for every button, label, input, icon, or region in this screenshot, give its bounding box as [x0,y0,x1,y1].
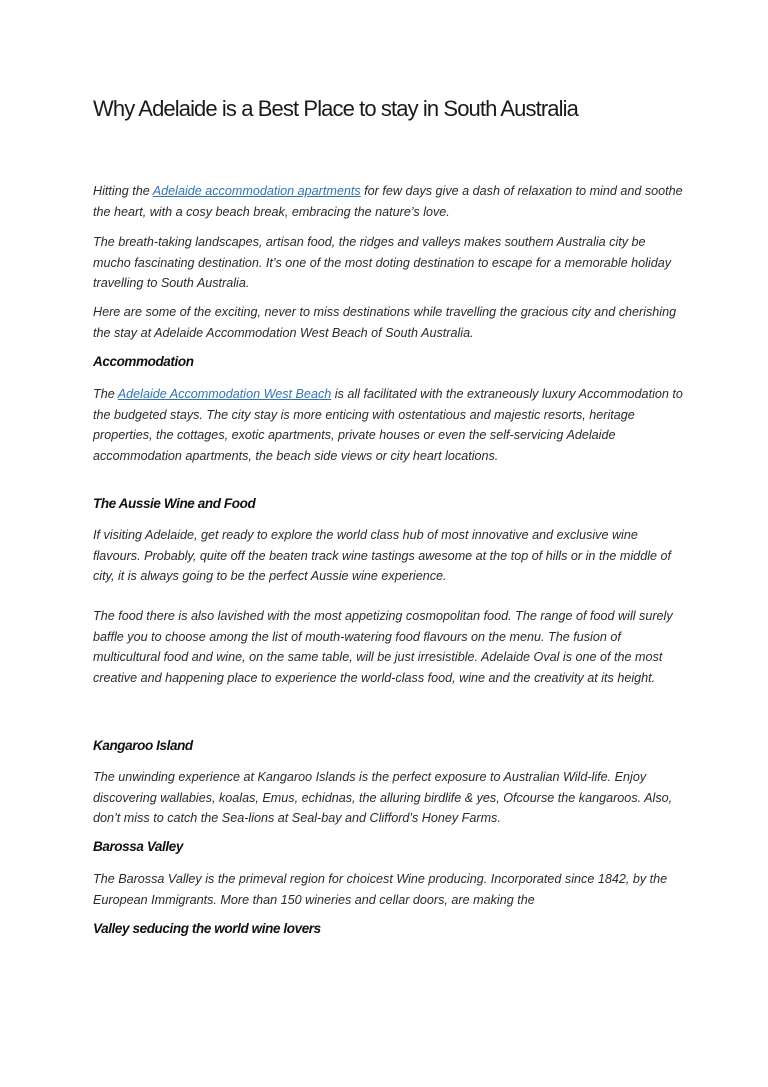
landscapes-paragraph: The breath-taking landscapes, artisan food, the ridges and valleys makes southern Australia city be mucho fascinating destination. It’s one of the most doting destination to escape for a memorable holiday travelling to South Australia. [93,235,672,290]
intro-text-end: for few days give a dash of relaxation to mind and soothe the heart, with a cosy beach break, embracing the nature’s love. [93,184,683,219]
barossa-valley-paragraph: The Barossa Valley is the primeval region for choicest Wine producing. Incorporated since 1842, by the European Immigrants. More than 150 wineries and cellar doors, are making the [93,872,668,907]
kangaroo-island-paragraph: The unwinding experience at Kangaroo Islands is the perfect exposure to Australian Wild-life. Enjoy discovering wallabies, koalas, Emus, echidnas, the alluring birdlife & yes, Ofcourse the kangaroos. Also, don’t miss to catch the Sea-lions at Seal-bay and Clifford’s Honey Farms. [93,770,673,825]
accommodation-paragraph [93,384,683,466]
destinations-paragraph: Here are some of the exciting, never to miss destinations while travelling the gracious city and cherishing the stay at Adelaide Accommodation West Beach of South Australia. [93,305,677,340]
accommodation-text-end: is all facilitated with the extraneously luxury Accommodation to the budgeted stays. The city stay is more enticing with ostentatious and majestic resorts, heritage properties, the cottages, exotic apartments, private houses or even the self-servicing Adelaide accommodation apartments, the beach side views or city heart locations. [93,387,683,463]
food-paragraph: The food there is also lavished with the most appetizing cosmopolitan food. The range of food will surely baffle you to choose among the list of mouth-watering food flavours on the menu. The fusion of multicultural food and wine, on the same table, will be just irresistible. Adelaide Oval is one of the most creative and happening place to experience the world-class food, wine and the creativity at its height. [93,609,673,685]
adelaide-accommodation-apartments-link[interactable]: Adelaide accommodation apartments [152,184,361,198]
wine-food-heading: The Aussie Wine and Food [93,496,256,511]
intro-text-start: Hitting the [93,184,153,198]
kangaroo-island-heading: Kangaroo Island [93,738,193,753]
wine-paragraph: If visiting Adelaide, get ready to explore the world class hub of most innovative and exclusive wine flavours. Probably, quite off the beaten track wine tastings awesome at the top of hills or in the middle of city, it is always going to be the perfect Aussie wine experience. [93,528,671,583]
accommodation-heading: Accommodation [93,354,194,369]
adelaide-accommodation-west-beach-link[interactable]: Adelaide Accommodation West Beach [117,387,332,401]
page-title: Why Adelaide is a Best Place to stay in South Australia [93,96,578,121]
barossa-valley-heading: Barossa Valley [93,839,183,854]
intro-paragraph [93,181,683,222]
accommodation-text-start: The [93,387,118,401]
closing-heading: Valley seducing the world wine lovers [93,921,321,936]
